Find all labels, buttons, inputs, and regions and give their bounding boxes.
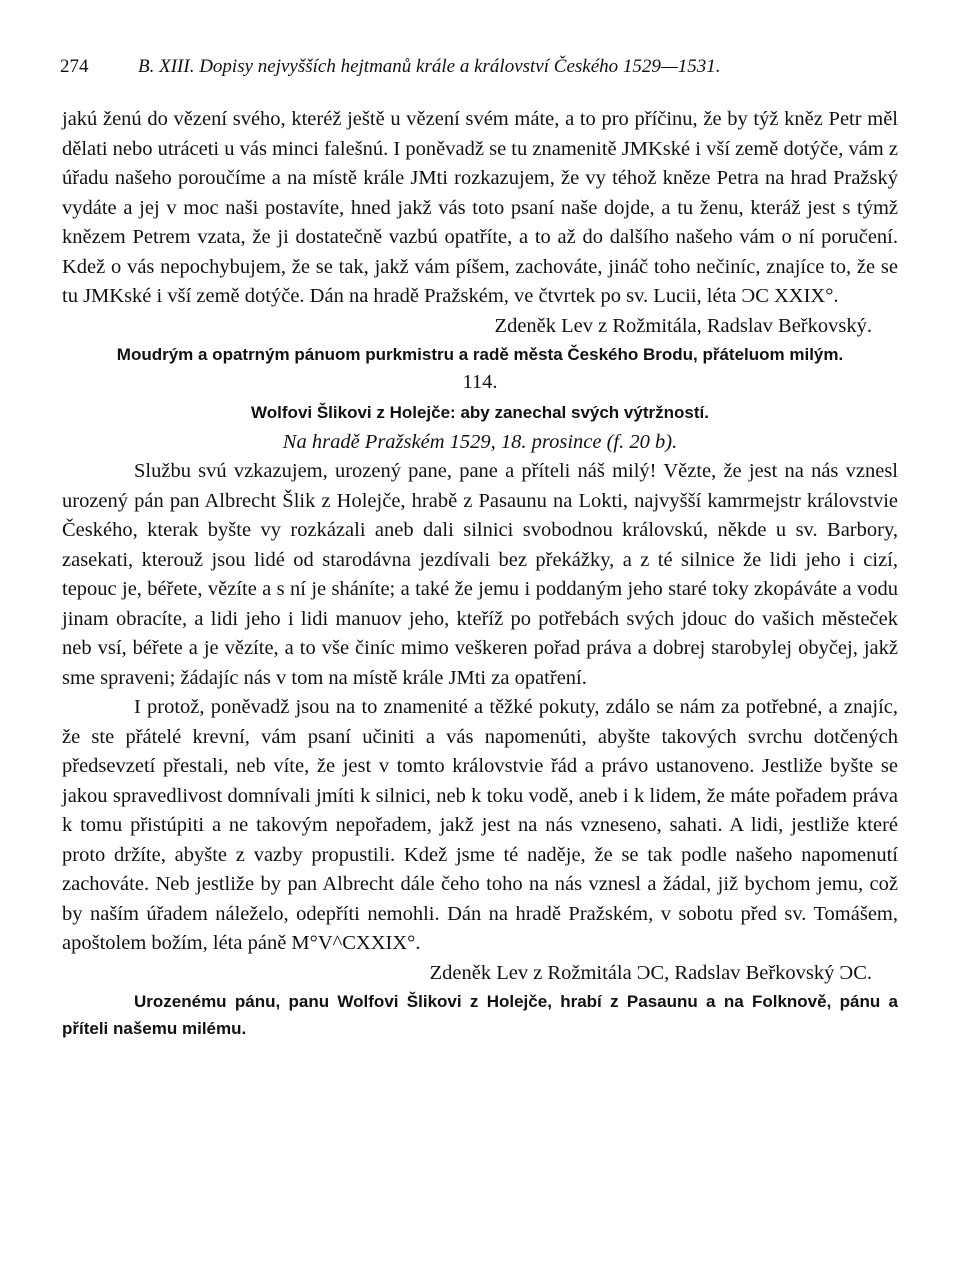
letter-paragraph: I protož, poněvadž jsou na to znamenité a těžké pokuty, zdálo se nám za potřebné, a znajíc, že ste přátelé krevní, vám psaní učiniti a vás napomenúti, abyšte takových svrchu dotčených předsevzetí přestali, neb víte, že jest v tomto královstvie řád a právo ustanoveno. Jestliže byšte se jakou spravedlivost domnívali jmíti k silnici, neb k toku vodě, aneb i k lidem, že máte pořadem práva k tomu přistúpiti a ne takovým nepořadem, jakž jest na nás vzneseno, sahati. A lidi, jestliže které proto držíte, abyšte z vazby propustili. Kdež jsme té naděje, že se tak podle našeho napomenutí zachováte. Neb jestliže by pan Albrecht dále čeho toho na nás vznesl a žádal, již bychom jemu, což by naším úřadem náleželo, odepříti nemohli. Dán na hradě Pražském, v sobotu před sv. Tomášem, apoštolem božím, léta páně M°V^CXXIX°. [62,696,898,954]
running-title: B. XIII. Dopisy nejvyšších hejtmanů krále a království Českého 1529—1531. [138,56,721,77]
letter-address: Moudrým a opatrným pánuom purkmistru a radě města Českého Brodu, přáteluom milým. [116,345,844,364]
page-body [62,105,898,1042]
letter-continuation [62,105,898,368]
page-number: 274 [60,56,89,77]
letter-paragraph: jakú ženú do vězení svého, kteréž ještě u vězení svém máte, a to pro příčinu, že by týž kněz Petr měl dělati nebo utráceti u vás minci falešnú. I poněvadž se tu znamenitě JMKské i vší země dotýče, vám z úřadu našeho poroučíme a na místě krále JMti rozkazujem, že vy téhož kněze Petra na hrad Pražský vydáte a jej v moc naši postavíte, hned jakž vás toto psaní naše dojde, a tu ženu, kteráž jest s týmž knězem Petrem vzata, že ji dostatečně vazbú opatříte, a to až do dalšího našeho vám o ní poručení. Kdež o vás nepochybujem, že se tak, jakž vám píšem, zachováte, jináč toho nečiníc, znajíce to, že se tu JMKské i vší země dotýče. Dán na hradě Pražském, ve čtvrtek po sv. Lucii, léta ϽC XXIX°. [62,108,898,307]
document-number: 114. [462,371,498,393]
document-title: Wolfovi Šlikovi z Holejče: aby zanechal svých výtržností. [251,402,709,422]
letter-114 [62,368,898,1042]
letter-address: Urozenému pánu, panu Wolfovi Šlikovi z Holejče, hrabí z Pasaunu a na Folknově, pánu a příteli našemu milému. [62,992,898,1038]
letter-signature: Zdeněk Lev z Rožmitála, Radslav Beřkovský. [494,314,872,337]
page-header [60,56,900,86]
letter-signature: Zdeněk Lev z Rožmitála ϽC, Radslav Beřkovský ϽC. [429,961,872,984]
document-date: Na hradě Pražském 1529, 18. prosince (f. 20 b). [282,430,678,453]
letter-paragraph: Službu svú vzkazujem, urozený pane, pane a příteli náš milý! Vězte, že jest na nás vznesl urozený pán pan Albrecht Šlik z Holejče, hrabě z Pasaunu na Lokti, najvyšší kamrmejstr královstvie Českého, kterak byšte vy rozkázali aneb dali silnici svobodnou královskú, někde u sv. Barbory, zasekati, kterouž jsou lidé od starodávna jezdívali bez překážky, a z té silnice že lidi jeho i cizí, tepouc je, béřete, vězíte a s ní je sháníte; a také že jemu i poddaným jeho staré toky zkopáváte a vodu jinam obracíte, a lidi jeho i lidi manuov jeho, kteříž po potřebách svých jdouc do vašich městeček neb vsí, béřete a je vězíte, a to vše činíc mimo veškeren pořad práva a dobrej starobylej obyčej, jakž sme spraveni; žádajíc nás v tom na místě krále JMti za opatření. [62,460,898,689]
